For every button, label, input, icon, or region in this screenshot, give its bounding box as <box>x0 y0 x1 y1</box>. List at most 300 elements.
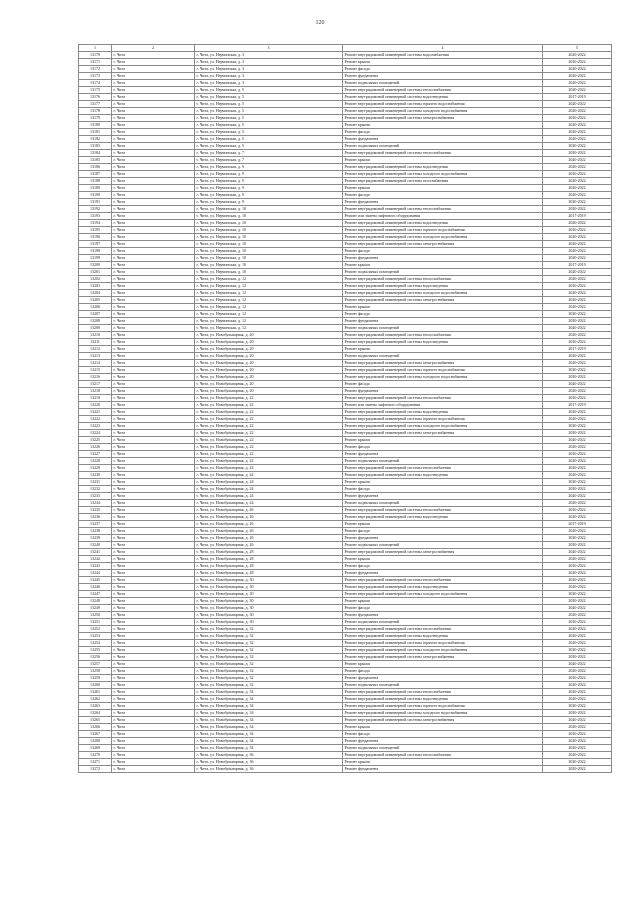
period-cell: 2017-2019 <box>543 94 612 101</box>
work-type-cell: Ремонт внутридомовой инженерной системы холодного водоснабжения <box>343 171 543 178</box>
row-number-cell: 13251 <box>79 619 112 626</box>
period-cell: 2020-2022 <box>543 164 612 171</box>
row-number-cell: 13224 <box>79 430 112 437</box>
period-cell: 2020-2022 <box>543 269 612 276</box>
period-cell: 2020-2022 <box>543 724 612 731</box>
row-number-cell: 13172 <box>79 66 112 73</box>
table-row <box>79 87 612 94</box>
municipality-cell: г. Чита <box>112 122 195 129</box>
row-number-cell: 13194 <box>79 220 112 227</box>
work-type-cell: Ремонт фасада <box>343 668 543 675</box>
period-cell: 2020-2022 <box>543 486 612 493</box>
row-number-cell: 13193 <box>79 213 112 220</box>
period-cell: 2020-2022 <box>543 381 612 388</box>
period-cell: 2020-2022 <box>543 689 612 696</box>
work-type-cell: Ремонт подвальных помещений <box>343 745 543 752</box>
municipality-cell: г. Чита <box>112 423 195 430</box>
table-row <box>79 157 612 164</box>
row-number-cell: 13239 <box>79 535 112 542</box>
table-row <box>79 402 612 409</box>
work-type-cell: Ремонт крыши <box>343 157 543 164</box>
address-cell: г. Чита, ул. Новобульварная, д. 32 <box>195 640 343 647</box>
work-type-cell: Ремонт подвальных помещений <box>343 353 543 360</box>
municipality-cell: г. Чита <box>112 108 195 115</box>
period-cell: 2020-2022 <box>543 766 612 773</box>
municipality-cell: г. Чита <box>112 766 195 773</box>
address-cell: г. Чита, ул. Новобульварная, д. 26 <box>195 528 343 535</box>
period-cell: 2020-2022 <box>543 640 612 647</box>
work-type-cell: Ремонт внутридомовой инженерной системы горячего водоснабжения <box>343 367 543 374</box>
municipality-cell: г. Чита <box>112 66 195 73</box>
period-cell: 2020-2022 <box>543 703 612 710</box>
work-type-cell: Ремонт внутридомовой инженерной системы холодного водоснабжения <box>343 591 543 598</box>
municipality-cell: г. Чита <box>112 206 195 213</box>
period-cell: 2020-2022 <box>543 178 612 185</box>
address-cell: г. Чита, ул. Новобульварная, д. 22 <box>195 423 343 430</box>
row-number-cell: 13265 <box>79 717 112 724</box>
table-row <box>79 724 612 731</box>
table-row <box>79 472 612 479</box>
municipality-cell: г. Чита <box>112 675 195 682</box>
work-type-cell: Ремонт фундамента <box>343 612 543 619</box>
address-cell: г. Чита, ул. Новобульварная, д. 32 <box>195 647 343 654</box>
period-cell: 2020-2022 <box>543 304 612 311</box>
address-cell: г. Чита, ул. Новобульварная, д. 34 <box>195 696 343 703</box>
column-header: 4 <box>343 45 543 52</box>
municipality-cell: г. Чита <box>112 94 195 101</box>
municipality-cell: г. Чита <box>112 283 195 290</box>
table-row <box>79 731 612 738</box>
table-row <box>79 654 612 661</box>
row-number-cell: 13195 <box>79 227 112 234</box>
row-number-cell: 13257 <box>79 661 112 668</box>
work-type-cell: Ремонт внутридомовой инженерной системы теплоснабжения <box>343 507 543 514</box>
row-number-cell: 13234 <box>79 500 112 507</box>
address-cell: г. Чита, ул. Нерчинская, д. 5 <box>195 129 343 136</box>
municipality-cell: г. Чита <box>112 262 195 269</box>
period-cell: 2020-2022 <box>543 626 612 633</box>
municipality-cell: г. Чита <box>112 318 195 325</box>
row-number-cell: 13238 <box>79 528 112 535</box>
table-row <box>79 451 612 458</box>
municipality-cell: г. Чита <box>112 388 195 395</box>
period-cell: 2020-2022 <box>543 87 612 94</box>
table-row <box>79 220 612 227</box>
period-cell: 2020-2022 <box>543 409 612 416</box>
address-cell: г. Чита, ул. Новобульварная, д. 26 <box>195 514 343 521</box>
address-cell: г. Чита, ул. Нерчинская, д. 12 <box>195 283 343 290</box>
row-number-cell: 13262 <box>79 696 112 703</box>
address-cell: г. Чита, ул. Нерчинская, д. 10 <box>195 262 343 269</box>
table-row <box>79 255 612 262</box>
table-row <box>79 388 612 395</box>
address-cell: г. Чита, ул. Новобульварная, д. 22 <box>195 437 343 444</box>
municipality-cell: г. Чита <box>112 731 195 738</box>
period-cell: 2020-2022 <box>543 591 612 598</box>
period-cell: 2020-2022 <box>543 605 612 612</box>
table-row <box>79 136 612 143</box>
municipality-cell: г. Чита <box>112 647 195 654</box>
address-cell: г. Чита, ул. Нерчинская, д. 5 <box>195 122 343 129</box>
address-cell: г. Чита, ул. Нерчинская, д. 12 <box>195 304 343 311</box>
period-cell: 2020-2022 <box>543 353 612 360</box>
work-type-cell: Ремонт фасада <box>343 605 543 612</box>
work-type-cell: Ремонт внутридомовой инженерной системы холодного водоснабжения <box>343 423 543 430</box>
work-type-cell: Ремонт фундамента <box>343 136 543 143</box>
address-cell: г. Чита, ул. Нерчинская, д. 5 <box>195 101 343 108</box>
work-type-cell: Ремонт фасада <box>343 311 543 318</box>
table-body <box>79 52 612 773</box>
address-cell: г. Чита, ул. Нерчинская, д. 10 <box>195 227 343 234</box>
period-cell: 2020-2022 <box>543 52 612 59</box>
row-number-cell: 13210 <box>79 332 112 339</box>
work-type-cell: Ремонт внутридомовой инженерной системы холодного водоснабжения <box>343 290 543 297</box>
table-row <box>79 234 612 241</box>
municipality-cell: г. Чита <box>112 682 195 689</box>
address-cell: г. Чита, ул. Новобульварная, д. 28 <box>195 563 343 570</box>
municipality-cell: г. Чита <box>112 745 195 752</box>
period-cell: 2020-2022 <box>543 234 612 241</box>
municipality-cell: г. Чита <box>112 171 195 178</box>
municipality-cell: г. Чита <box>112 605 195 612</box>
work-type-cell: Ремонт крыши <box>343 598 543 605</box>
municipality-cell: г. Чита <box>112 570 195 577</box>
work-type-cell: Ремонт внутридомовой инженерной системы холодного водоснабжения <box>343 234 543 241</box>
address-cell: г. Чита, ул. Нерчинская, д. 5 <box>195 143 343 150</box>
row-number-cell: 13271 <box>79 759 112 766</box>
municipality-cell: г. Чита <box>112 157 195 164</box>
address-cell: г. Чита, ул. Новобульварная, д. 22 <box>195 444 343 451</box>
work-type-cell: Ремонт внутридомовой инженерной системы теплоснабжения <box>343 626 543 633</box>
work-type-cell: Ремонт внутридомовой инженерной системы теплоснабжения <box>343 395 543 402</box>
address-cell: г. Чита, ул. Нерчинская, д. 10 <box>195 248 343 255</box>
table-row <box>79 143 612 150</box>
address-cell: г. Чита, ул. Новобульварная, д. 20 <box>195 346 343 353</box>
period-cell: 2020-2022 <box>543 115 612 122</box>
table-row <box>79 612 612 619</box>
address-cell: г. Чита, ул. Нерчинская, д. 7 <box>195 157 343 164</box>
period-cell: 2020-2022 <box>543 157 612 164</box>
period-cell: 2020-2022 <box>543 612 612 619</box>
address-cell: г. Чита, ул. Нерчинская, д. 10 <box>195 255 343 262</box>
municipality-cell: г. Чита <box>112 297 195 304</box>
address-cell: г. Чита, ул. Нерчинская, д. 10 <box>195 269 343 276</box>
table-row <box>79 52 612 59</box>
period-cell: 2020-2022 <box>543 171 612 178</box>
work-type-cell: Ремонт фундамента <box>343 388 543 395</box>
work-type-cell: Ремонт внутридомовой инженерной системы электроснабжения <box>343 430 543 437</box>
table-row <box>79 108 612 115</box>
municipality-cell: г. Чита <box>112 185 195 192</box>
row-number-cell: 13191 <box>79 199 112 206</box>
work-type-cell: Ремонт внутридомовой инженерной системы теплоснабжения <box>343 752 543 759</box>
table-row <box>79 248 612 255</box>
period-cell: 2020-2022 <box>543 318 612 325</box>
municipality-cell: г. Чита <box>112 598 195 605</box>
row-number-cell: 13178 <box>79 108 112 115</box>
row-number-cell: 13219 <box>79 395 112 402</box>
municipality-cell: г. Чита <box>112 311 195 318</box>
table-row <box>79 696 612 703</box>
period-cell: 2020-2022 <box>543 206 612 213</box>
row-number-cell: 13243 <box>79 563 112 570</box>
municipality-cell: г. Чита <box>112 178 195 185</box>
period-cell: 2020-2022 <box>543 514 612 521</box>
row-number-cell: 13256 <box>79 654 112 661</box>
address-cell: г. Чита, ул. Нерчинская, д. 10 <box>195 213 343 220</box>
row-number-cell: 13171 <box>79 59 112 66</box>
period-cell: 2020-2022 <box>543 696 612 703</box>
address-cell: г. Чита, ул. Новобульварная, д. 26 <box>195 535 343 542</box>
address-cell: г. Чита, ул. Новобульварная, д. 32 <box>195 675 343 682</box>
table-row <box>79 276 612 283</box>
period-cell: 2020-2022 <box>543 563 612 570</box>
municipality-cell: г. Чита <box>112 759 195 766</box>
municipality-cell: г. Чита <box>112 689 195 696</box>
table-row <box>79 619 612 626</box>
table-row <box>79 164 612 171</box>
row-number-cell: 13207 <box>79 311 112 318</box>
table-row <box>79 682 612 689</box>
table-row <box>79 297 612 304</box>
table-row <box>79 542 612 549</box>
table-row <box>79 241 612 248</box>
table-row <box>79 283 612 290</box>
row-number-cell: 13201 <box>79 269 112 276</box>
municipality-cell: г. Чита <box>112 290 195 297</box>
period-cell: 2020-2022 <box>543 276 612 283</box>
period-cell: 2020-2022 <box>543 430 612 437</box>
period-cell: 2020-2022 <box>543 738 612 745</box>
row-number-cell: 13202 <box>79 276 112 283</box>
table-row <box>79 360 612 367</box>
period-cell: 2020-2022 <box>543 248 612 255</box>
row-number-cell: 13192 <box>79 206 112 213</box>
municipality-cell: г. Чита <box>112 136 195 143</box>
row-number-cell: 13190 <box>79 192 112 199</box>
address-cell: г. Чита, ул. Нерчинская, д. 10 <box>195 241 343 248</box>
municipality-cell: г. Чита <box>112 164 195 171</box>
address-cell: г. Чита, ул. Нерчинская, д. 5 <box>195 136 343 143</box>
period-cell: 2020-2022 <box>543 360 612 367</box>
row-number-cell: 13268 <box>79 738 112 745</box>
period-cell: 2020-2022 <box>543 752 612 759</box>
address-cell: г. Чита, ул. Новобульварная, д. 34 <box>195 689 343 696</box>
municipality-cell: г. Чита <box>112 696 195 703</box>
period-cell: 2020-2022 <box>543 374 612 381</box>
period-cell: 2020-2022 <box>543 297 612 304</box>
row-number-cell: 13241 <box>79 549 112 556</box>
row-number-cell: 13232 <box>79 486 112 493</box>
row-number-cell: 13213 <box>79 353 112 360</box>
municipality-cell: г. Чита <box>112 367 195 374</box>
address-cell: г. Чита, ул. Нерчинская, д. 5 <box>195 87 343 94</box>
period-cell: 2020-2022 <box>543 717 612 724</box>
table-row <box>79 710 612 717</box>
row-number-cell: 13270 <box>79 752 112 759</box>
address-cell: г. Чита, ул. Новобульварная, д. 34 <box>195 738 343 745</box>
table-row <box>79 479 612 486</box>
municipality-cell: г. Чита <box>112 150 195 157</box>
address-cell: г. Чита, ул. Новобульварная, д. 20 <box>195 374 343 381</box>
table-row <box>79 171 612 178</box>
row-number-cell: 13259 <box>79 675 112 682</box>
work-type-cell: Ремонт подвальных помещений <box>343 542 543 549</box>
work-type-cell: Ремонт внутридомовой инженерной системы теплоснабжения <box>343 577 543 584</box>
municipality-cell: г. Чита <box>112 353 195 360</box>
row-number-cell: 13229 <box>79 465 112 472</box>
work-type-cell: Ремонт крыши <box>343 724 543 731</box>
period-cell: 2020-2022 <box>543 759 612 766</box>
table-row <box>79 101 612 108</box>
period-cell: 2017-2019 <box>543 262 612 269</box>
row-number-cell: 13228 <box>79 458 112 465</box>
work-type-cell: Ремонт внутридомовой инженерной системы теплоснабжения <box>343 87 543 94</box>
period-cell: 2020-2022 <box>543 388 612 395</box>
work-type-cell: Ремонт или замена лифтового оборудования <box>343 213 543 220</box>
municipality-cell: г. Чита <box>112 633 195 640</box>
row-number-cell: 13209 <box>79 325 112 332</box>
address-cell: г. Чита, ул. Нерчинская, д. 9 <box>195 178 343 185</box>
row-number-cell: 13181 <box>79 129 112 136</box>
row-number-cell: 13263 <box>79 703 112 710</box>
municipality-cell: г. Чита <box>112 213 195 220</box>
period-cell: 2020-2022 <box>543 150 612 157</box>
work-type-cell: Ремонт крыши <box>343 122 543 129</box>
address-cell: г. Чита, ул. Новобульварная, д. 20 <box>195 388 343 395</box>
work-type-cell: Ремонт внутридомовой инженерной системы теплоснабжения <box>343 689 543 696</box>
row-number-cell: 13170 <box>79 52 112 59</box>
work-type-cell: Ремонт фасада <box>343 66 543 73</box>
municipality-cell: г. Чита <box>112 304 195 311</box>
address-cell: г. Чита, ул. Нерчинская, д. 9 <box>195 164 343 171</box>
row-number-cell: 13177 <box>79 101 112 108</box>
period-cell: 2020-2022 <box>543 535 612 542</box>
work-type-cell: Ремонт фундамента <box>343 318 543 325</box>
municipality-cell: г. Чита <box>112 724 195 731</box>
table-row <box>79 465 612 472</box>
period-cell: 2020-2022 <box>543 283 612 290</box>
municipality-cell: г. Чита <box>112 276 195 283</box>
row-number-cell: 13237 <box>79 521 112 528</box>
municipality-cell: г. Чита <box>112 199 195 206</box>
municipality-cell: г. Чита <box>112 325 195 332</box>
address-cell: г. Чита, ул. Новобульварная, д. 32 <box>195 682 343 689</box>
work-type-cell: Ремонт крыши <box>343 262 543 269</box>
work-type-cell: Ремонт фундамента <box>343 766 543 773</box>
row-number-cell: 13218 <box>79 388 112 395</box>
work-type-cell: Ремонт крыши <box>343 521 543 528</box>
address-cell: г. Чита, ул. Нерчинская, д. 9 <box>195 199 343 206</box>
municipality-cell: г. Чита <box>112 409 195 416</box>
row-number-cell: 13183 <box>79 143 112 150</box>
address-cell: г. Чита, ул. Новобульварная, д. 24 <box>195 486 343 493</box>
row-number-cell: 13208 <box>79 318 112 325</box>
table-row <box>79 507 612 514</box>
address-cell: г. Чита, ул. Новобульварная, д. 22 <box>195 409 343 416</box>
work-type-cell: Ремонт фасада <box>343 731 543 738</box>
address-cell: г. Чита, ул. Нерчинская, д. 3 <box>195 52 343 59</box>
address-cell: г. Чита, ул. Новобульварная, д. 24 <box>195 465 343 472</box>
municipality-cell: г. Чита <box>112 395 195 402</box>
table-row <box>79 178 612 185</box>
municipality-cell: г. Чита <box>112 465 195 472</box>
work-type-cell: Ремонт внутридомовой инженерной системы электроснабжения <box>343 241 543 248</box>
address-cell: г. Чита, ул. Новобульварная, д. 20 <box>195 353 343 360</box>
work-type-cell: Ремонт внутридомовой инженерной системы газоснабжения <box>343 178 543 185</box>
row-number-cell: 13173 <box>79 73 112 80</box>
address-cell: г. Чита, ул. Новобульварная, д. 22 <box>195 451 343 458</box>
municipality-cell: г. Чита <box>112 227 195 234</box>
work-type-cell: Ремонт фасада <box>343 248 543 255</box>
municipality-cell: г. Чита <box>112 654 195 661</box>
row-number-cell: 13240 <box>79 542 112 549</box>
row-number-cell: 13184 <box>79 150 112 157</box>
table-row <box>79 367 612 374</box>
municipality-cell: г. Чита <box>112 129 195 136</box>
period-cell: 2020-2022 <box>543 80 612 87</box>
period-cell: 2020-2022 <box>543 66 612 73</box>
municipality-cell: г. Чита <box>112 437 195 444</box>
work-type-cell: Ремонт подвальных помещений <box>343 500 543 507</box>
address-cell: г. Чита, ул. Нерчинская, д. 5 <box>195 94 343 101</box>
table-row <box>79 115 612 122</box>
period-cell: 2020-2022 <box>543 549 612 556</box>
table-row <box>79 325 612 332</box>
municipality-cell: г. Чита <box>112 332 195 339</box>
municipality-cell: г. Чита <box>112 521 195 528</box>
municipality-cell: г. Чита <box>112 52 195 59</box>
municipality-cell: г. Чита <box>112 115 195 122</box>
municipality-cell: г. Чита <box>112 528 195 535</box>
period-cell: 2020-2022 <box>543 255 612 262</box>
table-row <box>79 528 612 535</box>
row-number-cell: 13196 <box>79 234 112 241</box>
work-type-cell: Ремонт крыши <box>343 304 543 311</box>
municipality-cell: г. Чита <box>112 563 195 570</box>
work-type-cell: Ремонт внутридомовой инженерной системы водоотведения <box>343 164 543 171</box>
municipality-cell: г. Чита <box>112 192 195 199</box>
table-row <box>79 318 612 325</box>
work-type-cell: Ремонт крыши <box>343 185 543 192</box>
work-type-cell: Ремонт фасада <box>343 486 543 493</box>
work-type-cell: Ремонт внутридомовой инженерной системы водоотведения <box>343 283 543 290</box>
work-type-cell: Ремонт подвальных помещений <box>343 682 543 689</box>
period-cell: 2020-2022 <box>543 647 612 654</box>
address-cell: г. Чита, ул. Новобульварная, д. 34 <box>195 717 343 724</box>
work-type-cell: Ремонт или замена лифтового оборудования <box>343 402 543 409</box>
period-cell: 2020-2022 <box>543 542 612 549</box>
address-cell: г. Чита, ул. Новобульварная, д. 30 <box>195 612 343 619</box>
table-row <box>79 633 612 640</box>
work-type-cell: Ремонт внутридомовой инженерной системы теплоснабжения <box>343 150 543 157</box>
address-cell: г. Чита, ул. Новобульварная, д. 28 <box>195 556 343 563</box>
period-cell: 2017-2019 <box>543 402 612 409</box>
table-row <box>79 311 612 318</box>
period-cell: 2020-2022 <box>543 423 612 430</box>
period-cell: 2020-2022 <box>543 598 612 605</box>
table-row <box>79 535 612 542</box>
row-number-cell: 13227 <box>79 451 112 458</box>
municipality-cell: г. Чита <box>112 143 195 150</box>
municipality-cell: г. Чита <box>112 556 195 563</box>
municipality-cell: г. Чита <box>112 738 195 745</box>
work-type-cell: Ремонт внутридомовой инженерной системы водоотведения <box>343 584 543 591</box>
row-number-cell: 13230 <box>79 472 112 479</box>
address-cell: г. Чита, ул. Новобульварная, д. 36 <box>195 752 343 759</box>
address-cell: г. Чита, ул. Новобульварная, д. 34 <box>195 745 343 752</box>
address-cell: г. Чита, ул. Нерчинская, д. 9 <box>195 171 343 178</box>
